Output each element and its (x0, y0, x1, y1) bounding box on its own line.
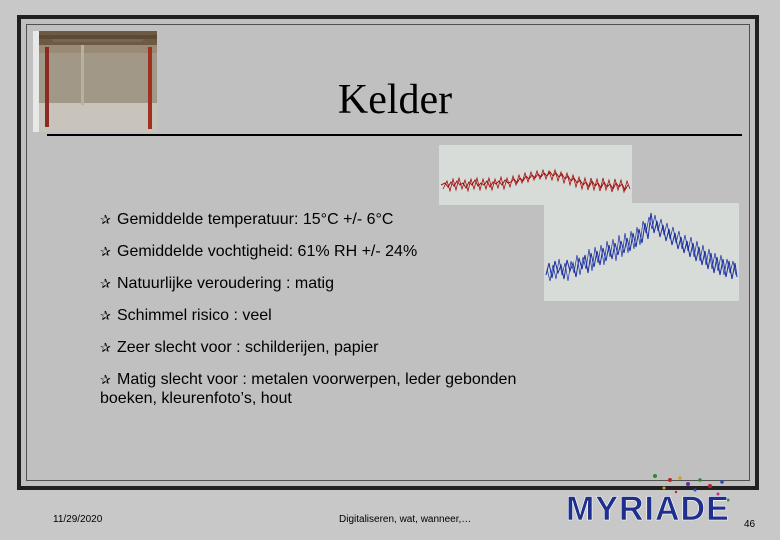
bullet-aging (100, 274, 520, 293)
page-number: 46 (744, 519, 756, 530)
bullet-text: Natuurlijke veroudering : matig (117, 275, 334, 292)
star-outline-icon: ✰ (100, 372, 111, 387)
bullet-text: Schimmel risico : veel (117, 307, 272, 324)
bullet-humidity (100, 242, 520, 261)
bullet-moderately-bad-for (100, 370, 520, 408)
bullet-mold-risk (100, 306, 520, 325)
bullet-text: Gemiddelde temperatuur: 15°C +/- 6°C (117, 211, 394, 228)
myriade-logo (560, 470, 740, 530)
footer-center-text: Digitaliseren, wat, wanneer,… (339, 514, 472, 525)
bullet-text: Gemiddelde vochtigheid: 61% RH +/- 24% (117, 243, 418, 260)
slide-title: Kelder (337, 77, 453, 123)
bullet-list (100, 210, 520, 421)
logo-text: MYRIADE (566, 490, 730, 528)
cellar-photo (33, 31, 157, 132)
bullet-very-bad-for (100, 338, 520, 357)
bullet-temperature (100, 210, 520, 229)
star-outline-icon: ✰ (100, 276, 111, 291)
star-outline-icon: ✰ (100, 212, 111, 227)
title-underline (47, 134, 742, 136)
bullet-text: Zeer slecht voor : schilderijen, papier (117, 339, 379, 356)
bullet-text: Matig slecht voor : metalen voorwerpen, leder gebonden boeken, kleurenfoto’s, hout (100, 371, 517, 407)
star-outline-icon: ✰ (100, 308, 111, 323)
temperature-chart (439, 145, 632, 205)
star-outline-icon: ✰ (100, 340, 111, 355)
star-outline-icon: ✰ (100, 244, 111, 259)
humidity-chart (544, 203, 739, 301)
footer-date: 11/29/2020 (53, 514, 103, 525)
